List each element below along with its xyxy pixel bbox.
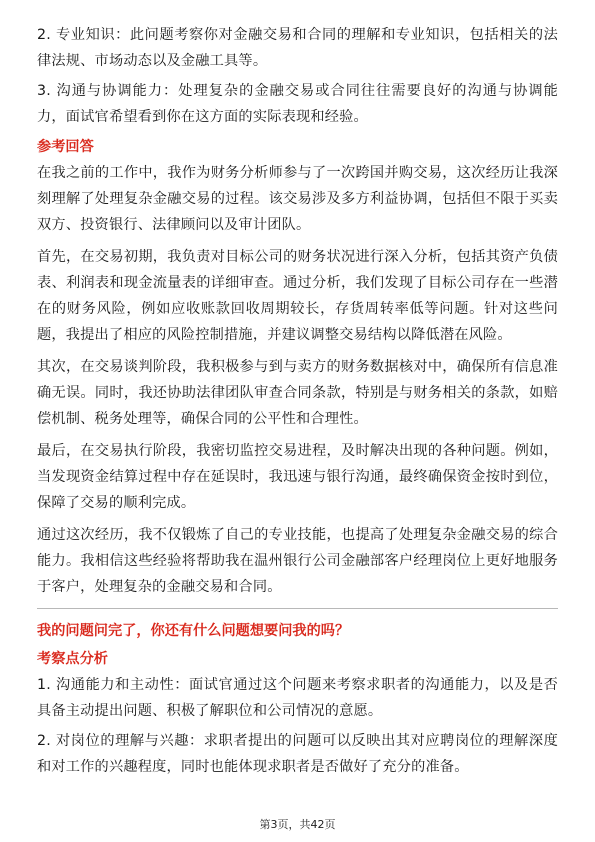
analysis-item-1: 1. 沟通能力和主动性：面试官通过这个问题来考察求职者的沟通能力，以及是否具备主动提出问题、积极了解职位和公司情况的意愿。 <box>37 677 558 719</box>
analysis-heading: 考察点分析 <box>37 651 108 667</box>
answer-paragraph-2: 首先，在交易初期，我负责对目标公司的财务状况进行深入分析，包括其资产负债表、利润表和现金流量表的详细审查。通过分析，我们发现了目标公司存在一些潜在的财务风险，例如应收账款回收周期较长，存货周转率低等问题。针对这些问题，我提出了相应的风险控制措施，并建议调整交易结构以降低潜在风险。 <box>37 249 558 343</box>
page-number: 第3页，共42页 <box>259 818 336 831</box>
document-page <box>37 22 558 784</box>
answer-heading: 参考回答 <box>37 139 94 155</box>
answer-paragraph-4: 最后，在交易执行阶段，我密切监控交易进程，及时解决出现的各种问题。例如，当发现资金结算过程中存在延误时，我迅速与银行沟通，最终确保资金按时到位，保障了交易的顺利完成。 <box>37 443 558 511</box>
answer-paragraph-5: 通过这次经历，我不仅锻炼了自己的专业技能，也提高了处理复杂金融交易的综合能力。我相信这些经验将帮助我在温州银行公司金融部客户经理岗位上更好地服务于客户，处理复杂的金融交易和合同。 <box>37 527 558 595</box>
analysis-item-2: 2. 对岗位的理解与兴趣：求职者提出的问题可以反映出其对应聘岗位的理解深度和对工作的兴趣程度，同时也能体现求职者是否做好了充分的准备。 <box>37 733 558 775</box>
question-title: 我的问题问完了，你还有什么问题想要问我的吗？ <box>37 623 350 639</box>
answer-paragraph-1: 在我之前的工作中，我作为财务分析师参与了一次跨国并购交易，这次经历让我深刻理解了处理复杂金融交易的过程。该交易涉及多方利益协调，包括但不限于买卖双方、投资银行、法律顾问以及审计团队。 <box>37 165 558 233</box>
answer-paragraph-3: 其次，在交易谈判阶段，我积极参与到与卖方的财务数据核对中，确保所有信息准确无误。同时，我还协助法律团队审查合同条款，特别是与财务相关的条款，如赔偿机制、税务处理等，确保合同的公平性和合理性。 <box>37 359 558 427</box>
intro-item-2: 2. 专业知识：此问题考察你对金融交易和合同的理解和专业知识，包括相关的法律法规、市场动态以及金融工具等。 <box>37 27 558 69</box>
intro-item-3: 3. 沟通与协调能力：处理复杂的金融交易或合同往往需要良好的沟通与协调能力，面试官希望看到你在这方面的实际表现和经验。 <box>37 83 558 125</box>
section-divider <box>37 608 558 609</box>
